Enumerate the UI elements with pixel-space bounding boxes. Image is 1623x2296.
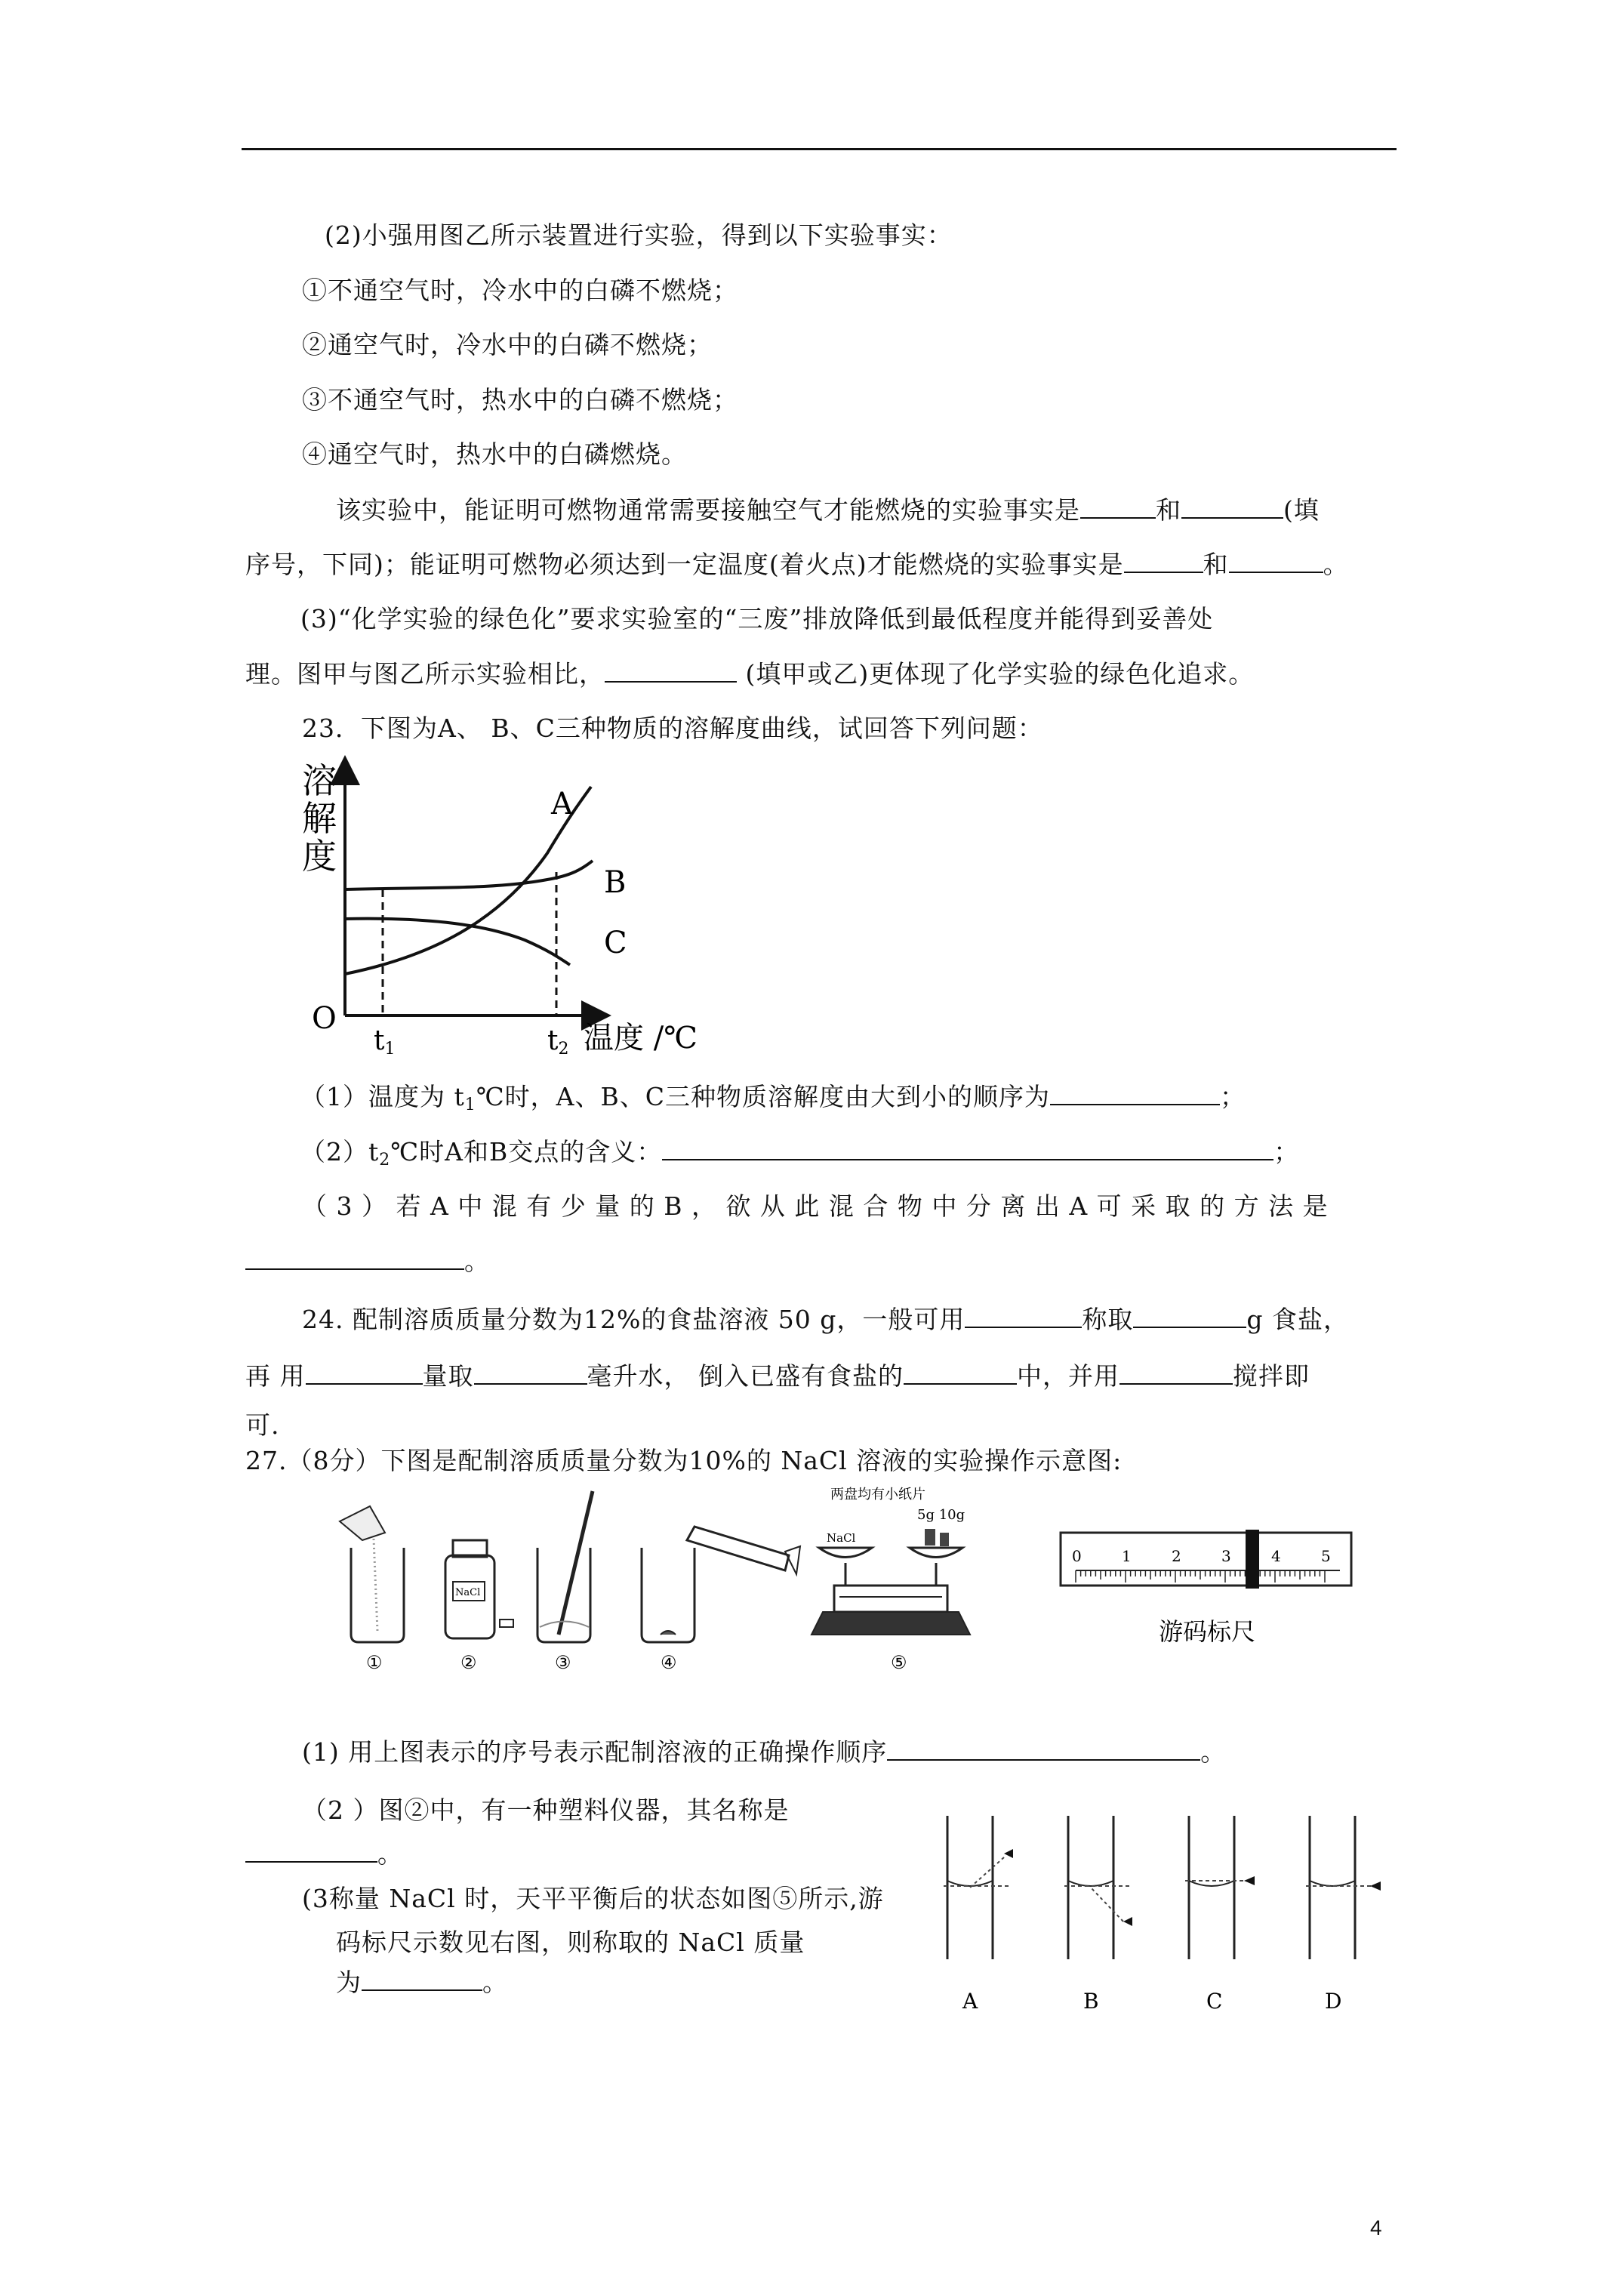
y-axis-label-char: 解 (302, 798, 337, 839)
answer-blank[interactable] (362, 1967, 482, 1991)
q27-stem: 27.（8分）下图是配制溶质质量分数为10%的 NaCl 溶液的实验操作示意图: (245, 1446, 1123, 1475)
q22-part2-intro: (2)小强用图乙所示装置进行实验，得到以下实验事实： (325, 220, 953, 250)
origin-label: O (312, 1001, 337, 1036)
solubility-curve-graph (298, 755, 751, 1072)
q22-part3-line2: 理。图甲与图乙所示实验相比， (填甲或乙)更体现了化学实验的绿色化追求。 (245, 659, 1255, 689)
solution-preparation-figure (332, 1480, 1366, 1676)
q27-sub2: （2 ）图②中，有一种塑料仪器，其名称是 (302, 1795, 790, 1825)
header-rule (242, 148, 1397, 150)
curve-label-A: A (551, 787, 573, 821)
cylinder-A (944, 1816, 1013, 1959)
curve-label-C: C (604, 926, 627, 960)
q27-sub3-line3: 为 。 (336, 1968, 508, 1997)
cylinder-D (1306, 1816, 1381, 1959)
curve-C (345, 919, 570, 965)
q22-fact-1: ①不通空气时，冷水中的白磷不燃烧； (302, 276, 738, 305)
answer-blank[interactable] (1080, 495, 1156, 519)
figure-number-4: ④ (661, 1652, 677, 1673)
q22-fact-4: ④通空气时，热水中的白磷燃烧。 (302, 439, 687, 469)
step2-reagent-jar (445, 1540, 513, 1638)
q23-sub1: （1）温度为 $t_1℃$时，A、B、C三种物质溶解度由大到小的顺序为 ； (300, 1082, 1246, 1114)
answer-blank[interactable] (306, 1361, 423, 1385)
q22-question-temp: 序号，下同)；能证明可燃物必须达到一定温度(着火点)才能燃烧的实验事实是 和 。 (245, 550, 1349, 579)
q24-line2: 再 用 量取 毫升水， 倒入已盛有食盐的 中，并用 搅拌即 (245, 1361, 1310, 1391)
page-number: 4 (1370, 2216, 1382, 2239)
q24-line3: 可. (245, 1410, 280, 1440)
figure-number-5: ⑤ (891, 1652, 907, 1673)
ruler-tick-label: 1 (1122, 1547, 1132, 1565)
q23-stem: 23．下图为A、 B、C三种物质的溶解度曲线，试回答下列问题： (302, 713, 1043, 743)
rider-scale-ruler (1061, 1530, 1351, 1589)
answer-blank[interactable] (1050, 1081, 1220, 1105)
ruler-tick-label: 3 (1221, 1547, 1231, 1565)
t1-label: t1 (374, 1025, 396, 1059)
q23-sub3-answer: 。 (245, 1246, 490, 1277)
answer-blank[interactable] (474, 1361, 587, 1385)
step4-pouring-water (642, 1527, 800, 1642)
q22-part3-line1: (3)“化学实验的绿色化”要求实验室的“三废”排放降低到最低程度并能得到妥善处 (300, 604, 1214, 633)
answer-blank[interactable] (965, 1304, 1082, 1328)
step3-stirring-beaker (537, 1491, 593, 1642)
q27-sub1: (1) 用上图表示的序号表示配制溶液的正确操作顺序 。 (302, 1737, 1227, 1767)
answer-blank[interactable] (605, 658, 737, 683)
answer-blank[interactable] (662, 1136, 1273, 1160)
answer-blank[interactable] (1133, 1304, 1246, 1328)
q22-fact-2: ②通空气时，冷水中的白磷不燃烧； (302, 330, 713, 359)
step1-pouring-beaker (340, 1506, 404, 1642)
balance-pan-label: NaCl (827, 1531, 856, 1545)
cylinder-label-A: A (962, 1989, 978, 2014)
cylinder-C (1185, 1816, 1255, 1959)
q27-sub2-answer: 。 (245, 1838, 403, 1869)
ruler-tick-label: 5 (1321, 1547, 1331, 1565)
ruler-tick-label: 4 (1271, 1547, 1281, 1565)
ruler-caption: 游码标尺 (1159, 1617, 1256, 1646)
answer-blank[interactable] (1124, 549, 1203, 573)
answer-blank[interactable] (887, 1737, 1200, 1761)
answer-blank[interactable] (1229, 549, 1323, 573)
cylinder-label-B: B (1083, 1989, 1099, 2014)
q22-question-air: 该实验中，能证明可燃物通常需要接触空气才能燃烧的实验事实是 和 (填 (336, 495, 1320, 525)
y-axis-label-char: 度 (302, 836, 337, 877)
q23-sub2: $(2)t_2℃$时A和B交点的含义： ； (300, 1137, 1300, 1170)
answer-blank[interactable] (904, 1361, 1017, 1385)
graduated-cylinder-reading-figure (929, 1816, 1412, 2027)
x-axis-label: 温度 /℃ (584, 1021, 698, 1056)
step5-balance (812, 1487, 970, 1635)
cylinder-B (1064, 1816, 1132, 1959)
answer-blank[interactable] (245, 1246, 464, 1270)
figure-number-1: ① (366, 1652, 383, 1673)
balance-note: 两盘均有小纸片 (830, 1487, 925, 1502)
jar-label: NaCl (455, 1587, 481, 1598)
cylinder-label-C: C (1206, 1989, 1223, 2014)
rider-marker (1246, 1530, 1259, 1589)
figure-number-3: ③ (555, 1652, 571, 1673)
q24-line1: 24. 配制溶质质量分数为12%的食盐溶液 50 g，一般可用 称取 g 食盐， (302, 1305, 1350, 1334)
t2-label: t2 (547, 1025, 569, 1059)
q22-fact-3: ③不通空气时，热水中的白磷不燃烧； (302, 385, 738, 415)
q23-sub3: （ 3 ） 若 A 中 混 有 少 量 的 B ， 欲 从 此 混 合 物 中 分 离 出 A 可 采 取 的 方 法 是 (302, 1191, 1329, 1221)
answer-blank[interactable] (245, 1838, 377, 1863)
balance-weights-label: 5g 10g (917, 1507, 965, 1523)
ruler-tick-label: 2 (1172, 1547, 1181, 1565)
q27-sub3-line1: (3称量 NaCl 时，天平平衡后的状态如图⑤所示,游 (302, 1884, 884, 1913)
q27-sub3-line2: 码标尺示数见右图，则称取的 NaCl 质量 (336, 1928, 805, 1957)
curve-label-B: B (604, 865, 627, 900)
answer-blank[interactable] (1119, 1361, 1233, 1385)
y-axis-label-char: 溶 (302, 760, 337, 801)
answer-blank[interactable] (1181, 495, 1283, 519)
cylinder-label-D: D (1325, 1989, 1342, 2014)
figure-number-2: ② (460, 1652, 477, 1673)
ruler-tick-label: 0 (1072, 1547, 1082, 1565)
